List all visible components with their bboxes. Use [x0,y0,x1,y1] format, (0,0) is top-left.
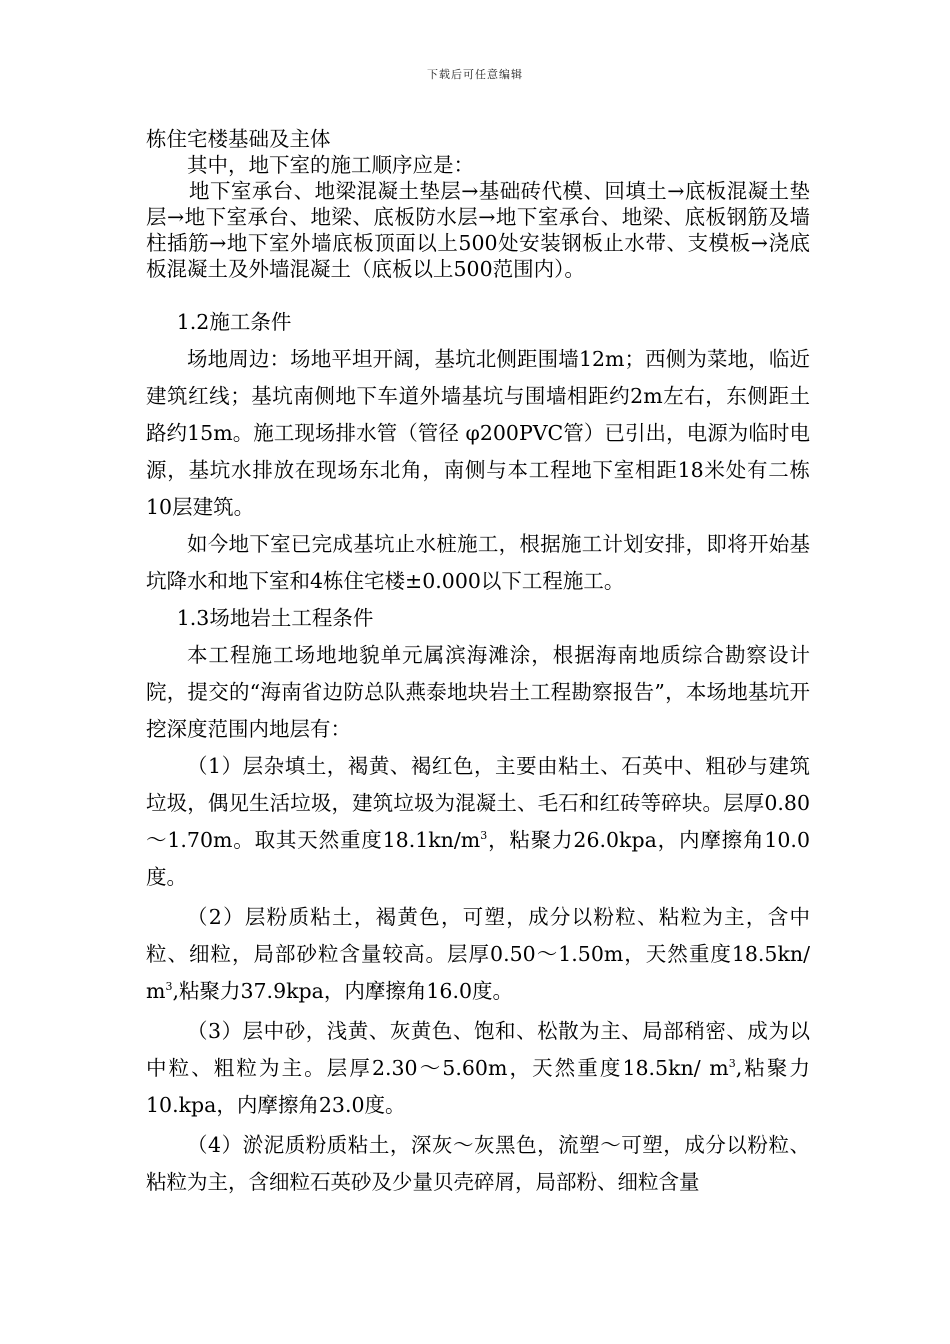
intro-line-2: 其中，地下室的施工顺序应是： [187,153,474,177]
document-body [146,126,810,1201]
layer-1-paragraph: （1）层杂填土，褐黄、褐红色，主要由粘土、石英中、粗砂与建筑垃圾，偶见生活垃圾，建筑垃圾为混凝土、毛石和红砖等碎块。层厚0.80～1.70m。取其天然重度$18.1kn/m^3$，粘聚力26.0kpa，内摩擦角10.0度。 [146,754,810,889]
intro-line-1: 栋住宅楼基础及主体 [146,127,331,151]
page-header: 下载后可任意编辑 [427,68,523,81]
site-surroundings-paragraph: 场地周边：场地平坦开阔，基坑北侧距围墙12m；西侧为菜地，临近建筑红线；基坑南侧地下车道外墙基坑与围墙相距约2m左右，东侧距土路约15m。施工现场排水管（管径 φ200PVC管）已引出，电源为临时电源，基坑水排放在现场东北角，南侧与本工程地下室相距18米处有二栋10层建筑。 [146,347,810,519]
layer-2-paragraph: （2）层粉质粘土，褐黄色，可塑，成分以粉粒、粘粒为主，含中粒、细粒，局部砂粒含量较高。层厚0.50～1.50m，天然重度18.5kn/ $m^3$,粘聚力37.9kpa，内摩擦角16.0度。 [146,905,810,1003]
construction-sequence: 地下室承台、地梁混凝土垫层→基础砖代模、回填土→底板混凝土垫层→地下室承台、地梁、底板防水层→地下室承台、地梁、底板钢筋及墙柱插筋→地下室外墙底板顶面以上500处安装钢板止水带、支模板→浇底板混凝土及外墙混凝土（底板以上500范围内）。 [146,179,810,281]
progress-paragraph: 如今地下室已完成基坑止水桩施工，根据施工计划安排，即将开始基坑降水和地下室和4栋住宅楼±0.000以下工程施工。 [146,532,810,593]
section-1-3-heading: 1.3场地岩土工程条件 [176,606,374,630]
layer-3-paragraph: （3）层中砂，浅黄、灰黄色、饱和、松散为主、局部稍密、成为以中粒、粗粒为主。层厚2.30～5.60m，天然重度18.5kn/ $m^3$,粘聚力10.kpa，内摩擦角23.0度。 [146,1019,810,1117]
section-1-2-heading: 1.2施工条件 [176,310,292,334]
layer-4-paragraph: （4）淤泥质粉质粘土，深灰～灰黑色，流塑～可塑，成分以粉粒、粘粒为主，含细粒石英砂及少量贝壳碎屑，局部粉、细粒含量 [146,1133,810,1194]
geology-intro-paragraph: 本工程施工场地地貌单元属滨海滩涂，根据海南地质综合勘察设计院，提交的“海南省边防总队燕泰地块岩土工程勘察报告”，本场地基坑开挖深度范围内地层有： [146,643,810,741]
